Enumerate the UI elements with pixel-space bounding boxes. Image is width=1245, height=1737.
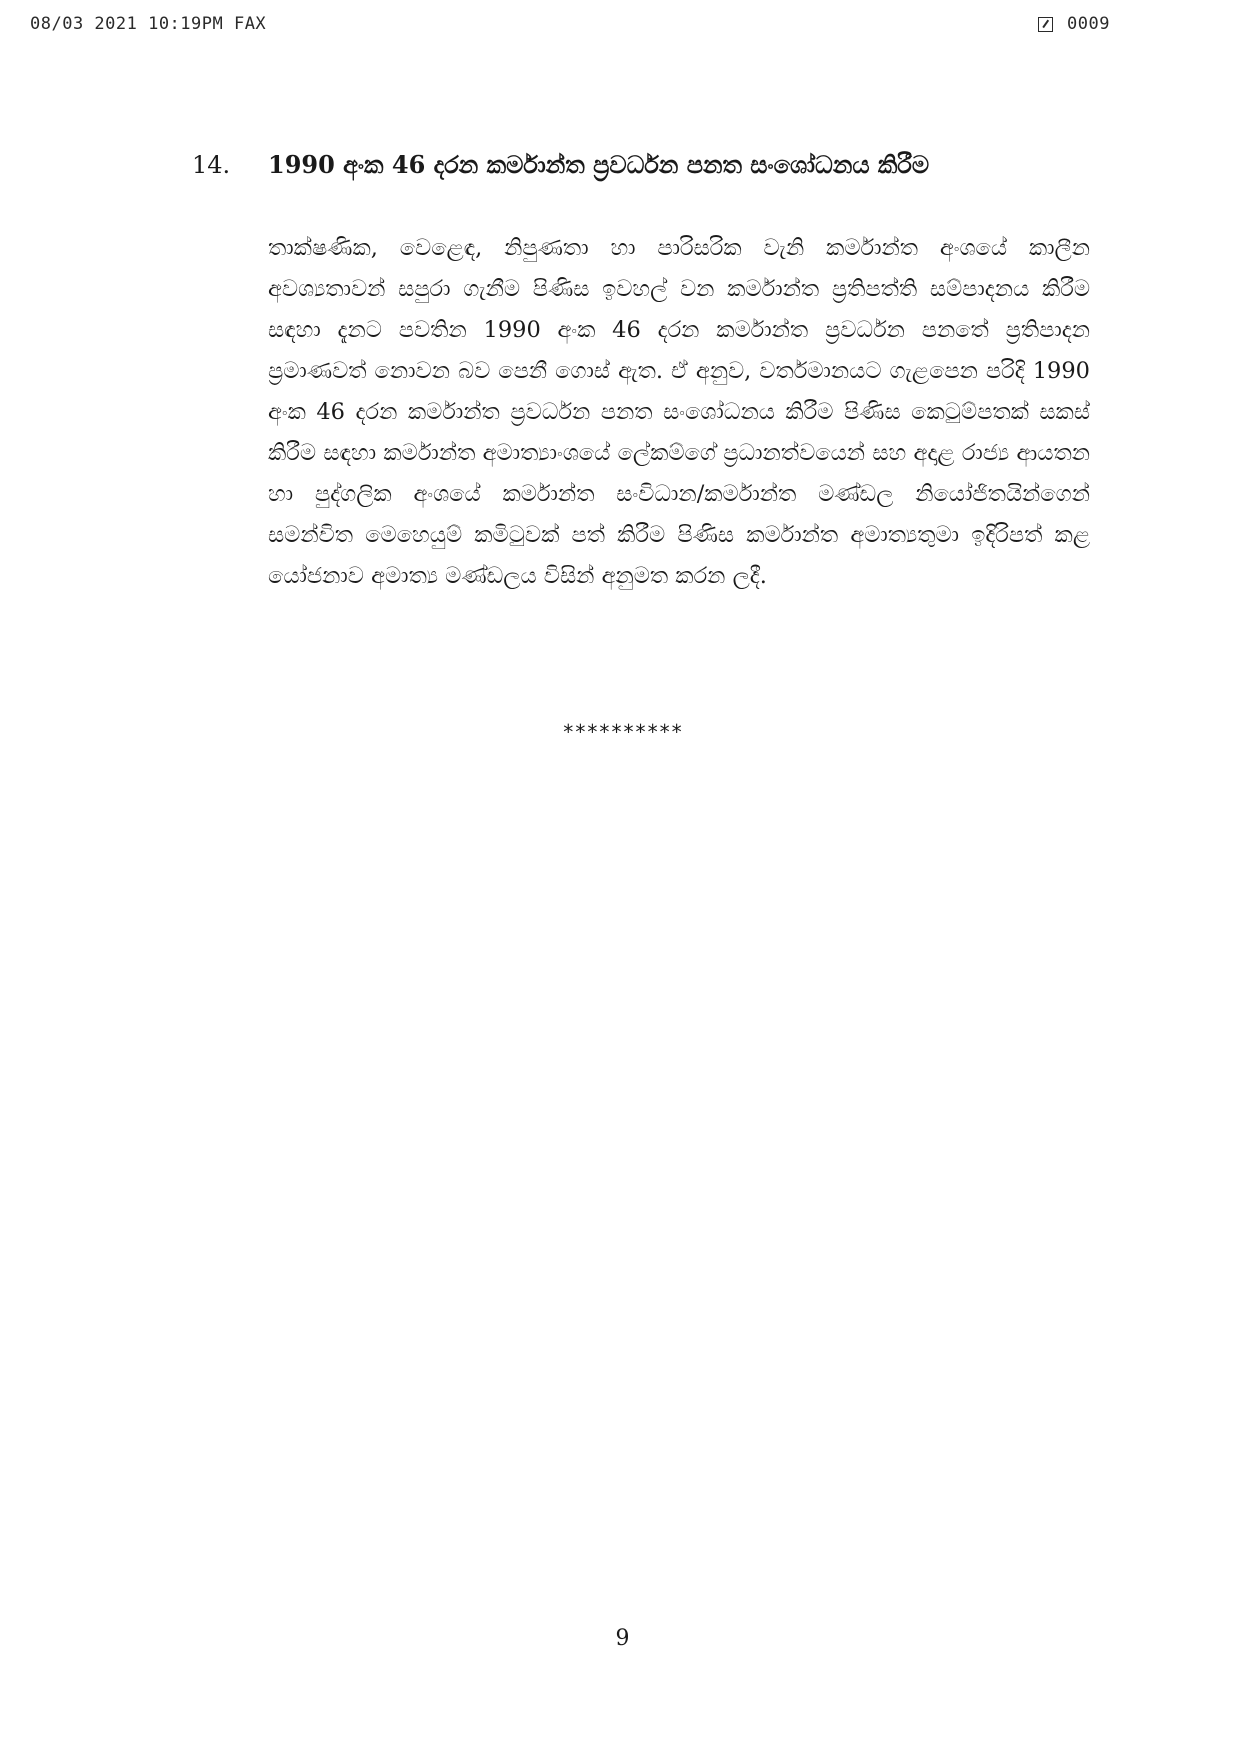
- separator-asterisks: **********: [562, 720, 683, 744]
- fax-timestamp: 08/03 2021 10:19PM FAX: [30, 14, 267, 34]
- checkbox-icon: [1038, 17, 1053, 32]
- section-number: 14.: [192, 151, 231, 179]
- page-number: 9: [615, 1626, 630, 1651]
- section-title: 1990 අංක 46 දරන කර්මාන්ත ප්‍රවර්ධන පනත සංශෝධනය කිරීම: [268, 150, 930, 179]
- body-paragraph: තාක්ෂණික, වෙළෙඳ, නිපුණතා හා පාරිසරික වැනි කර්මාන්ත අංශයේ කාලීන අවශ්‍යතාවන් සපුරා ගැනීම පිණිස ඉවහල් වන කර්මාන්ත ප්‍රතිපත්ති සම්පාදනය කිරීම සඳහා දැනට පවතින 1990 අංක 46 දරන කර්මාන්ත ප්‍රවර්ධන පනතේ ප්‍රතිපාදන ප්‍රමාණවත් නොවන බව පෙනී ගොස් ඇත. ඒ අනුව, වර්තමානයට ගැළපෙන පරිදි 1990 අංක 46 දරන කර්මාන්ත ප්‍රවර්ධන පනත සංශෝධනය කිරීම පිණිස කෙටුම්පතක් සකස් කිරීම සඳහා කර්මාන්ත අමාත්‍යාංශයේ ලේකම්ගේ ප්‍රධානත්වයෙන් සහ අදාළ රාජ්‍ය ආයතන හා පුද්ගලික අංශයේ කර්මාන්ත සංවිධාන/කර්මාන්ත මණ්ඩල නියෝජිතයින්ගෙන් සමන්විත මෙහෙයුම් කමිටුවක් පත් කිරීම පිණිස කර්මාන්ත අමාත්‍යතුමා ඉදිරිපත් කළ යෝජනාව අමාත්‍ය මණ්ඩලය විසින් අනුමත කරන ලදී.: [268, 235, 1090, 589]
- fax-page-code: 0009: [1067, 14, 1110, 34]
- section-heading: [192, 150, 1092, 179]
- fax-page-code-group: [1038, 14, 1110, 34]
- fax-header: [30, 14, 1110, 38]
